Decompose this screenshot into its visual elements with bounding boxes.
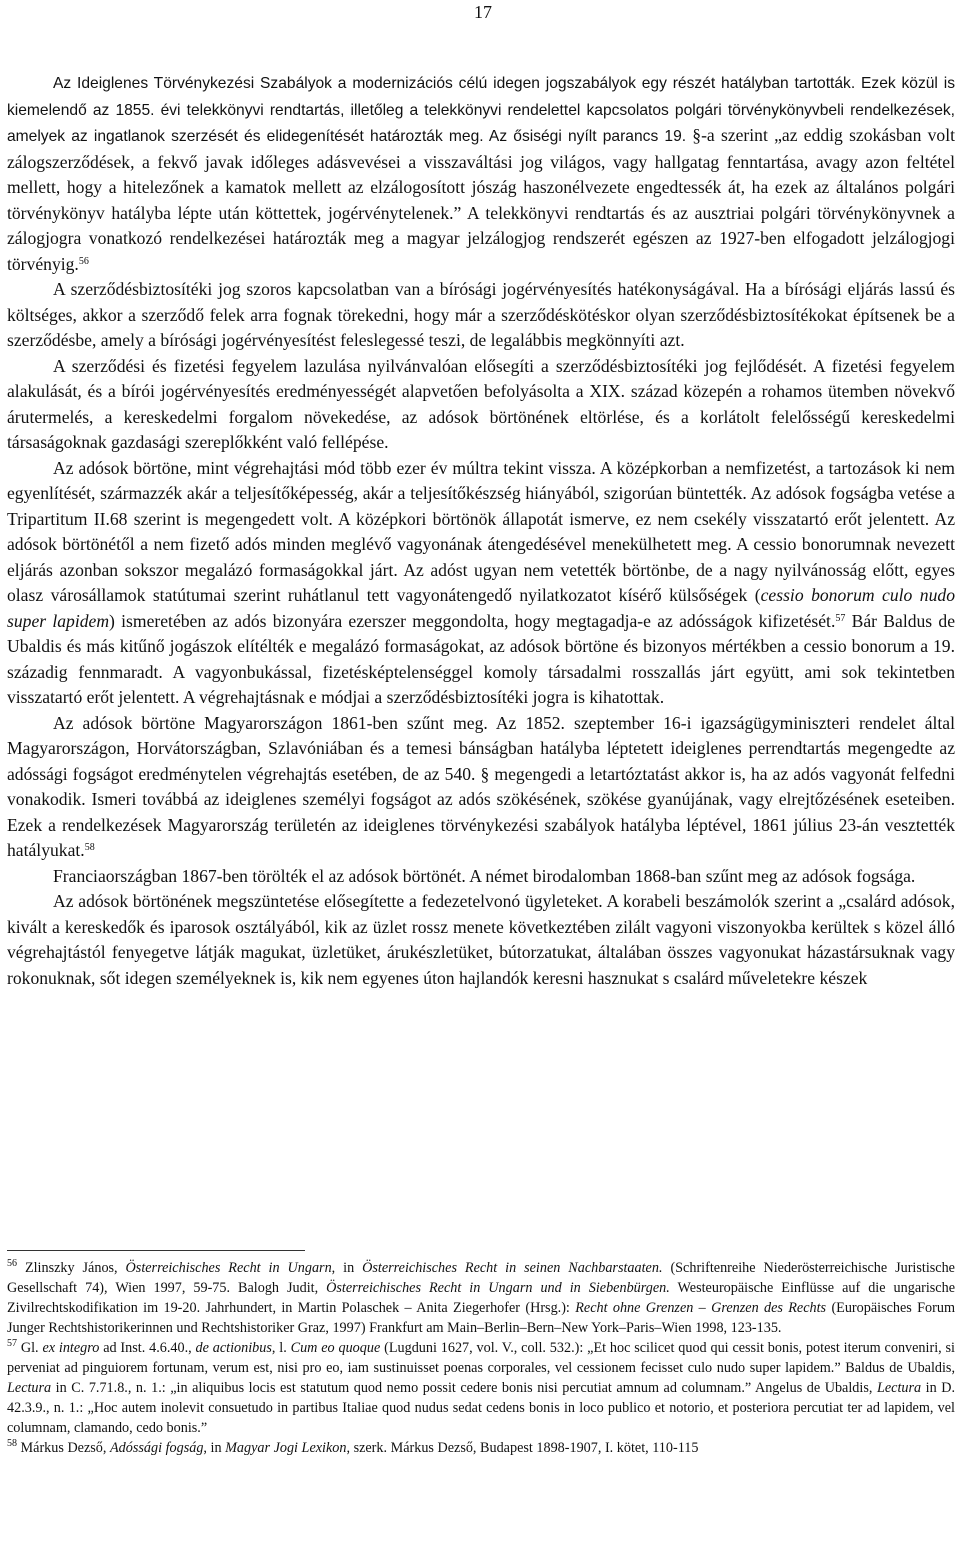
italic-text: Lectura <box>876 1380 922 1396</box>
footnote <box>7 1258 955 1338</box>
text-run: Az Ideiglenes Törvénykezési Szabályok a modernizációs célú idegen jogszabályok egy részét hatályban tartották. Ezek közül is kiemelendő az 1855. évi telekkönyvi rendtartás, illetőleg a telekkönyvi rendelettel kapcsolatos polgári törvénykönyvbeli rendelkezések, amelyek az ingatlanok szerzését és elidegenítését határozták meg. Az ősiségi nyílt parancs 19. <box>7 75 955 145</box>
text-run: ad Inst. 4.6.40., <box>99 1340 196 1356</box>
footnote-ref: 58 <box>7 1438 17 1449</box>
footnote-ref: 56 <box>7 1258 17 1269</box>
footnotes <box>7 1258 955 1458</box>
italic-text: Recht ohne Grenzen – Grenzen des Rechts <box>575 1300 827 1316</box>
text-run: , in <box>203 1440 226 1456</box>
footnote-ref: 57 <box>7 1338 17 1349</box>
text-run: , szerk. Márkus Dezső, Budapest 1898-1907, I. kötet, 110-115 <box>346 1440 699 1456</box>
text-run: A szerződési és fizetési fegyelem lazulása nyilvánvalóan elősegíti a szerződésbiztosítéki jog fejlődését. A fizetési fegyelem alakulását, és a bírói jogérvényesítés eredményességét alapvetően befolyásolta a XIX. század közepén a rohamos ütemben növekvő árutermelés, a kereskedelmi forgalom növekedése, az adósok börtönének eltörlése, és a korlátolt felelősségű kereskedelmi társaságoknak gazdasági szereplőkként való fellépése. <box>7 355 955 452</box>
text-run: Franciaországban 1867-ben törölték el az adósok börtönét. A német birodalomban 1868-ban szűnt meg az adósok fogsága. <box>53 865 916 886</box>
text-run: Gl. <box>17 1340 43 1356</box>
text-run: (Schriftenreihe Niederösterreichische Juristische Gesellschaft 74), Wien 1997, 59-75. Balogh Judit, <box>7 1260 955 1296</box>
italic-text: Lectura <box>7 1380 52 1396</box>
text-run: Zlinszky János, <box>17 1260 126 1276</box>
footnote-ref: 56 <box>78 255 89 267</box>
paragraph <box>7 277 955 354</box>
footnote <box>7 1338 955 1438</box>
body-text <box>7 70 955 991</box>
text-run: (Lugduni 1627, vol. V., coll. 532.): „Et hoc scilicet quod qui cessit bonis, potest iterum conveniri, si perveniat ad pinguiorem fortunam, verum est, nisi pro eo, iam sustinuisset poenas corporales, vel cessionem fecisset culo nudo super lapidem.” Baldus de Ubaldis, <box>7 1340 955 1376</box>
footnote <box>7 1438 955 1458</box>
italic-text: Adóssági fogság <box>110 1440 204 1456</box>
italic-text: de actionibus <box>195 1340 272 1356</box>
paragraph <box>7 354 955 456</box>
text-run: Az adósok börtöne, mint végrehajtási mód több ezer év múltra tekint vissza. A középkorban a nemfizetést, a tartozások ki nem egyenlítését, származzék akár a teljesítőképesség, akár a teljesítőkészség hiányából, szigorúan büntették. Az adósok fogságba vetése a Tripartitum II.68 szerint is megengedett volt. A középkori börtönök állapotát ismerve, ez nem csekély visszatartó erőt jelentett. Az adósok börtönétől a nem fizető adós minden meglévő vagyonának átengedésével menekülhetett meg. A cessio bonorumnak nevezett eljárás azonban sokszor megalázó formaságokkal járt. Az adóst ugyan nem vetették börtönbe, de a nagy nyilvánosság előtt, egyes olasz városállamok statútumai szerint ruhátlanul tett vagyonátengedő nyilatkozatot kísérő külsőségek ( <box>7 457 955 605</box>
footnote-ref: 57 <box>835 612 846 624</box>
text-run: Az adósok börtöne Magyarországon 1861-ben szűnt meg. Az 1852. szeptember 16-i igazságügyminiszteri rendelet által Magyarországon, Horvátországban, Szlavóniában és a temesi bánságban hatályba léptetett ideiglenes perrendtartás megengedte az adóssági fogságot eredménytelen végrehajtás esetében, de az 540. § megengedi a letartóztatást akkor is, ha az adós vagyonát felfedni vonakodik. Ismeri továbbá az ideiglenes személyi fogságot az adós szökésének, szökése gyanújának, vagy elrejtőzésének eseteiben. Ezek a rendelkezések Magyarország területén az ideiglenes törvénykezési szabályok hatályba léptével, 1861 július 23-án vesztették hatályukat. <box>7 712 955 860</box>
page-number: 17 <box>474 2 492 22</box>
footnote-separator <box>7 1250 305 1251</box>
text-run: Az adósok börtönének megszüntetése elősegítette a fedezetelvonó ügyleteket. A korabeli beszámolók szerint a „csalárd adósok, kivált a kereskedők és iparosok osztályából, kik az üzlet rossz menete következtében zilált vagyoni viszonyokba kerültek s közel álló végrehajtástól fenyegetve látják magukat, üzletüket, árukészletüket, bútorzatukat, általában összes vagyonukat házastársuknak vagy rokonuknak, sőt idegen személyeknek is, kik nem egyenes úton hajlandók keresni hasznukat s csalárd műveletekre készek <box>7 891 955 988</box>
text-run: A szerződésbiztosítéki jog szoros kapcsolatban van a bírósági jogérvényesítés hatékonyságával. Ha a bírósági eljárás lassú és költséges, akkor a szerződő felek arra fognak törekedni, hogy már a szerződéskötéskor olyan szerződésbiztosítékokat építsenek be a szerződésbe, amely a bírósági jogérvényesítést feleslegessé teszi, de legalábbis megkönnyíti azt. <box>7 279 955 350</box>
text-run: , in <box>331 1260 363 1276</box>
text-run: Westeuropäische Einflüsse auf die ungarische Zivilrechtskodifikation im 19-20. Jahrhundert, in Martin Polaschek – Anita Ziegerhofer (Hrsg.): <box>7 1280 955 1316</box>
italic-text: Österreichisches Recht in seinen Nachbarstaaten. <box>362 1260 663 1276</box>
italic-text: Cum eo quoque <box>290 1340 381 1356</box>
text-run: Márkus Dezső, <box>17 1440 110 1456</box>
italic-text: Magyar Jogi Lexikon <box>225 1440 347 1456</box>
text-run: in D. 42.3.9., n. 1.: „Hoc autem inolevit consuetudo in partibus Italiae quod nudus sedat cedens bonis in loco publico et notorio, et posteriora percutiat ter ad lapidem, vel columnam, clamando, cedo bonis.” <box>7 1380 956 1436</box>
paragraph <box>7 70 955 277</box>
paragraph <box>7 864 955 890</box>
paragraph <box>7 711 955 864</box>
text-run: (Europäisches Forum Junger Rechtshistorikerinnen und Rechtshistoriker Graz, 1997) Frankfurt am Main–Berlin–Bern–New York–Paris–Wien 1998, 123-135. <box>7 1300 955 1336</box>
italic-text: ex integro <box>42 1340 100 1356</box>
paragraph <box>7 456 955 711</box>
italic-text: cessio bonorum culo nudo super lapidem <box>7 585 955 631</box>
footnote-ref: 58 <box>84 842 95 853</box>
text-run: ) ismeretében az adós bizonyára ezerszer meggondolta, hogy megtagadja-e az adósságok kifizetését. <box>109 610 836 631</box>
text-run: , l. <box>271 1340 291 1356</box>
text-run: §-a szerint „az eddig szokásban volt zálogszerződések, a fekvő javak időleges adásvevései a visszaváltási jog világos, vagy hallgatag fenntartása, avagy azon feltétel mellett, hogy a hitelezőnek a kamatok mellett az elzálogosított jószág haszonélvezete engedtessék át, ha ezek az általános polgári törvénykönyv hatályba lépte után köttettek, jogérvénytelenek.” A telekkönyvi rendtartás és az ausztriai polgári törvénykönyvnek a zálogjogra vonatkozó rendelkezései határozták meg a magyar jelzálogjog rendszerét egészen az 1927-ben elfogadott jelzálogjogi törvényig. <box>7 125 955 274</box>
text-run: Bár Baldus de Ubaldis és más kitűnő jogászok elítélték e megalázó formaságokat, az adósok börtöne és bizonyos mértékben a cessio bonorum a 19. századig fennmaradt. A vagyonbukással, fizetésképtelenséggel komoly társadalmi rosszallás járt együtt, ami sok tekintetben visszatartó erőt jelentett. A végrehajtásnak e módjai a szerződésbiztosítéki jogra is kihatottak. <box>7 610 956 707</box>
italic-text: Österreichisches Recht in Ungarn und in Siebenbürgen. <box>326 1280 670 1296</box>
paragraph <box>7 889 955 991</box>
text-run: in C. 7.71.8., n. 1.: „in aliquibus locis est statutum quod nemo possit cedere bonis nisi percutiat amnum ad columnam.” Angelus de Ubaldis, <box>51 1380 877 1396</box>
italic-text: Österreichisches Recht in Ungarn <box>125 1260 332 1276</box>
